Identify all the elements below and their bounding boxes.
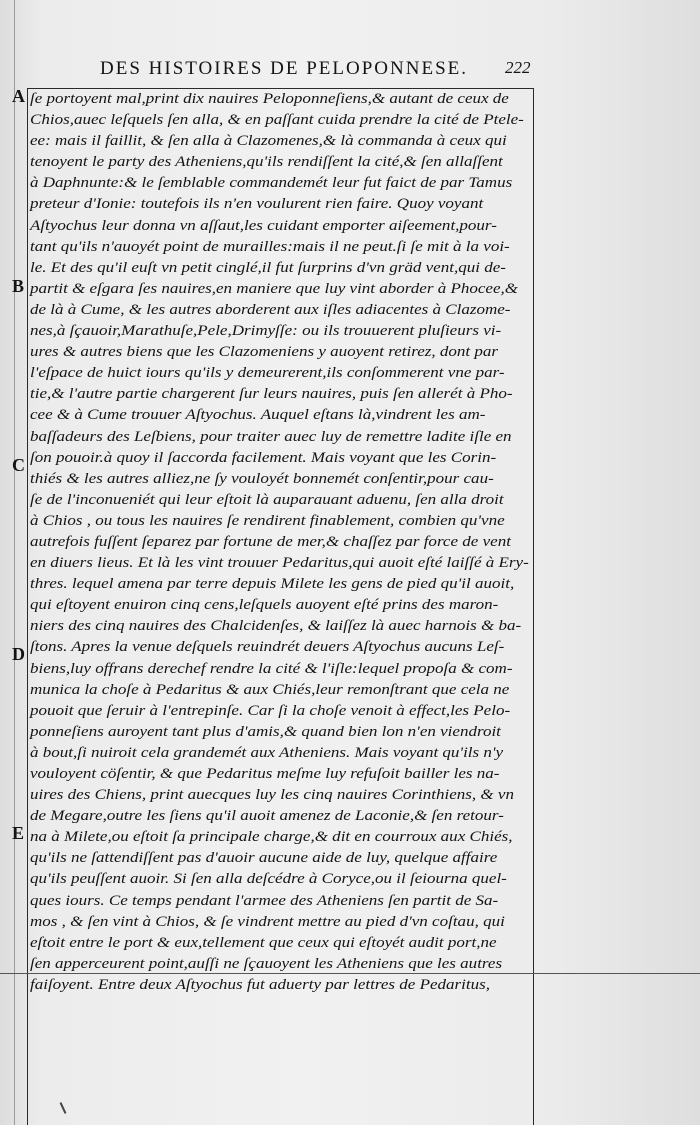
text-line: uires des Chiens, print auecques luy les cinq nauires Corinthiens, & vn [30, 786, 514, 804]
left-margin-rule [27, 88, 28, 1125]
text-line: eſtoit entre le port & eux,tellement que ceux qui eſtoyét audit port,ne [30, 933, 497, 951]
text-line: baſſadeurs des Leſbiens, pour traiter auec luy de remettre ladite iſle en [30, 427, 512, 445]
text-line: tant qu'ils n'auoyét point de murailles:mais il ne peut.ſi ſe mit à la voi- [30, 237, 510, 255]
text-line: Chios,auec leſquels ſen alla, & en paſſant cuida prendre la cité de Ptele- [30, 111, 524, 129]
text-line: ſe portoyent mal,print dix nauires Peloponneſiens,& autant de ceux de [30, 90, 509, 107]
text-line: mos , & ſen vint à Chios, & ſe vindrent mettre au pied d'vn coſtau, qui [30, 912, 505, 930]
text-line: niers des cinq nauires des Chalcidenſes, & laiſſez là auec harnois & ba- [30, 617, 522, 635]
margin-marker-e: E [12, 823, 25, 843]
running-title: DES HISTOIRES DE PELOPONNESE. [100, 58, 469, 79]
text-line: ſe de l'inconueniét qui leur eſtoit là auparauant aduenu, ſen alla droit [30, 490, 504, 508]
text-line: ures & autres biens que les Clazomeniens y auoyent retirez, dont par [30, 343, 499, 361]
page-edge-line [14, 0, 15, 1125]
text-line: ſen apperceurent point,auſſi ne ſçauoyent les Atheniens que les autres [30, 954, 503, 972]
text-line: vouloyent cöſentir, & que Pedaritus meſme luy refuſoit bailler les na- [30, 765, 500, 782]
text-line: à Daphnunte:& le ſemblable commandemét leur fut faict de par Tamus [30, 174, 513, 192]
text-line: autrefois fuſſent ſeparez par fortune de mer,& chaſſez par force de vent [30, 532, 511, 550]
text-line: partit & eſgara ſes nauires,en maniere que luy vint aborder à Phocee,& [30, 279, 519, 297]
text-line: à Chios , ou tous les nauires ſe rendirent finablement, combien qu'vne [30, 511, 505, 529]
text-line: pouoit que ſeruir à l'entrepinſe. Car ſi la choſe venoit à effect,les Pelo- [30, 701, 511, 719]
text-line: qu'ils ne ſattendiſſent pas d'auoir aucune aide de luy, quelque affaire [30, 849, 498, 867]
text-line: ſtons. Apres la venue deſquels reuindrét deuers Aſtyochus aucuns Leſ- [30, 638, 505, 656]
text-line: nes,à ſçauoir,Marathuſe,Pele,Drimyſſe: ou ils trouuerent pluſieurs vi- [30, 322, 502, 340]
text-line: qu'ils peuſſent auoir. Si ſen alla deſcédre à Coryce,ou il ſeiourna quel- [30, 870, 507, 888]
text-line: ſon pouoir.à quoy il ſaccorda facilement. Mais voyant que les Corin- [30, 448, 497, 466]
margin-marker-c: C [12, 455, 25, 475]
text-line: thiés & les autres alliez,ne ſy vouloyét bonnemét conſentir,pour cau- [30, 469, 494, 487]
text-line: ques iours. Ce temps pendant l'armee des Atheniens ſen partit de Sa- [30, 891, 499, 909]
body-text [30, 88, 540, 995]
text-line: na à Milete,ou eſtoit ſa principale charge,& dit en courroux aux Chiés, [30, 828, 513, 846]
page-number: 222 [505, 58, 531, 77]
margin-marker-b: B [12, 276, 25, 296]
margin-marker-a: A [12, 86, 25, 106]
text-line: munica la choſe à Pedaritus & aux Chiés,leur remonſtrant que cela ne [30, 680, 510, 698]
text-line: de Megare,outre les ſiens qu'il auoit amenez de Laconie,& ſen retour- [30, 807, 504, 825]
text-line: biens,luy offrans derechef rendre la cité & l'iſle:lequel propoſa & com- [30, 659, 513, 677]
text-line: preteur d'Ionie: toutefois ils n'en voulurent rien faire. Quoy voyant [30, 195, 484, 213]
text-line: Aſtyochus leur donna vn aſſaut,les cuidant emporter aiſeement,pour- [30, 216, 497, 234]
stray-mark [60, 1102, 67, 1114]
text-line: ponneſiens auroyent tant plus d'amis,& quand bien lon n'en viendroit [30, 722, 501, 740]
text-line: l'eſpace de huict iours qu'ils y demeurerent,ils conſommerent vne par- [30, 364, 505, 382]
text-line: le. Et des qu'il euſt vn petit cinglé,il fut ſurprins d'vn gräd vent,qui de- [30, 258, 506, 276]
text-line: ee: mais il faillit, & ſen alla à Clazomenes,& là commanda à ceux qui [30, 132, 507, 150]
text-line: en diuers lieus. Et là les vint trouuer Pedaritus,qui auoit eſté laiſſé à Ery- [30, 554, 529, 572]
text-line: à bout,ſi nuiroit cela grandemét aux Atheniens. Mais voyant qu'ils n'y [30, 743, 504, 761]
text-line: qui eſtoyent enuiron cinq cens,leſquels auoyent eſté prins des maron- [30, 596, 499, 614]
margin-marker-d: D [12, 644, 25, 664]
text-line: tenoyent le party des Atheniens,qu'ils rendiſſent la cité,& ſen allaſſent [30, 153, 503, 171]
text-line: thres. lequel amena par terre depuis Milete les gens de pied qu'il auoit, [30, 575, 515, 593]
text-line: cee & à Cume trouuer Aſtyochus. Auquel eſtans là,vindrent les am- [30, 406, 486, 424]
text-line: faiſoyent. Entre deux Aſtyochus fut aduerty par lettres de Pedaritus, [30, 975, 490, 993]
text-line: tie,& l'autre partie chargerent ſur leurs nauires, puis ſen allerét à Pho- [30, 385, 513, 403]
text-line: de là à Cume, & les autres aborderent aux iſles adiacentes à Clazome- [30, 300, 511, 318]
